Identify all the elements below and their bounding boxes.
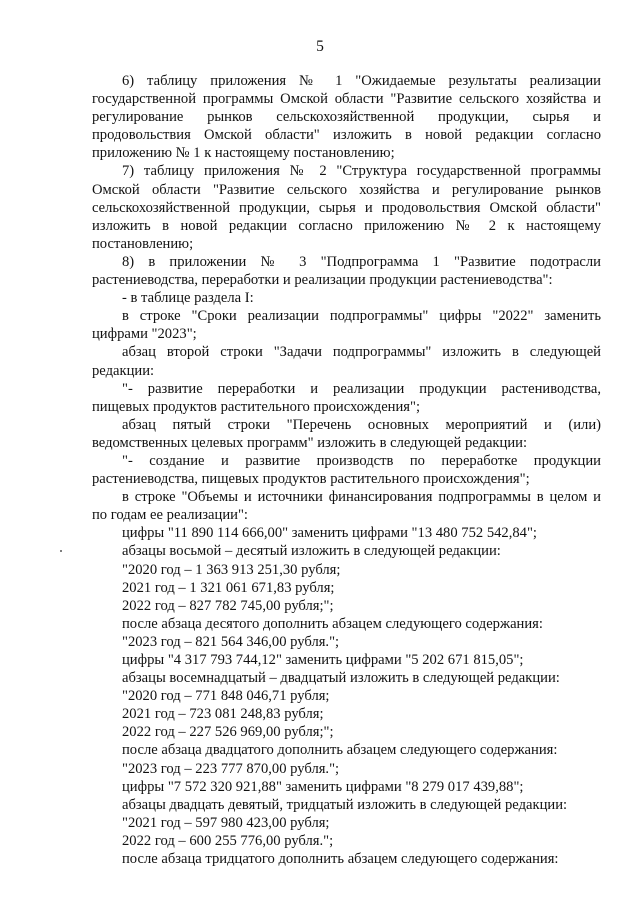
text-line: абзац пятый строки "Перечень основных мероприятий и (или) [122,416,601,433]
text-line: 7) таблицу приложения № 2 "Структура государственной программы [122,163,601,180]
text-line: "2023 год – 821 564 346,00 рубля."; [122,633,340,650]
page-number: 5 [316,38,324,55]
text-line: "2020 год – 771 848 046,71 рубля; [122,688,330,705]
text-line: цифрами "2023"; [92,326,197,343]
text-line: 2021 год – 1 321 061 671,83 рубля; [122,579,335,596]
text-line: "2021 год – 597 980 423,00 рубля; [122,814,330,831]
text-line: 2022 год – 600 255 776,00 рубля."; [122,832,334,849]
scan-speck [60,550,62,552]
text-line: приложению № 1 к настоящему постановлению; [92,145,395,162]
text-line: после абзаца двадцатого дополнить абзацем следующего содержания: [122,742,558,759]
text-line: в строке "Объемы и источники финансирования подпрограммы в целом и [122,489,601,506]
text-line: ведомственных целевых программ" изложить в следующей редакции: [92,434,528,451]
text-line: 2022 год – 227 526 969,00 рубля;"; [122,724,334,741]
text-line: государственной программы Омской области "Развитие сельского хозяйства и [92,91,601,108]
text-line: цифры "11 890 114 666,00" заменить цифрами "13 480 752 542,84"; [122,525,537,542]
text-line: "- развитие переработки и реализации продукции растениводства, [122,380,601,397]
text-line: 6) таблицу приложения № 1 "Ожидаемые результаты реализации [122,73,601,89]
text-line: постановлению; [92,235,194,252]
text-line: Омской области "Развитие сельского хозяйства и регулирование рынков [92,181,601,198]
text-line: после абзаца тридцатого дополнить абзацем следующего содержания: [122,851,559,868]
text-line: изложить в новой редакции согласно приложению № 2 к настоящему [92,217,601,234]
text-line: абзац второй строки "Задачи подпрограммы" изложить в следующей [122,344,601,361]
text-line: 2021 год – 723 081 248,83 рубля; [122,706,324,723]
text-line: сельскохозяйственной продукции, сырья и продовольствия Омской области" [92,199,601,216]
text-line: продовольствия Омской области" изложить в новой редакции согласно [92,127,601,144]
text-line: "2023 год – 223 777 870,00 рубля."; [122,760,340,777]
text-line: редакции: [92,362,155,379]
text-line: абзацы двадцать девятый, тридцатый изложить в следующей редакции: [122,796,568,813]
text-line: "- создание и развитие производств по переработке продукции [122,452,601,469]
text-line: 2022 год – 827 782 745,00 рубля;"; [122,597,334,614]
text-line: цифры "7 572 320 921,88" заменить цифрами "8 279 017 439,88"; [122,778,524,795]
text-line: абзацы восьмой – десятый изложить в следующей редакции: [122,543,501,560]
text-line: по годам ее реализации": [92,507,248,524]
text-line: 8) в приложении № 3 "Подпрограмма 1 "Развитие подотрасли [122,253,601,270]
text-line: регулирование рынков сельскохозяйственной продукции, сырья и [92,109,601,126]
text-line: растениеводства, переработки и реализации продукции растениеводства": [92,272,553,289]
text-line: растениеводства, пищевых продуктов растительного происхождения"; [92,471,530,488]
text-line: пищевых продуктов растительного происхождения"; [92,398,421,415]
text-line: "2020 год – 1 363 913 251,30 рубля; [122,561,341,578]
text-line: после абзаца десятого дополнить абзацем следующего содержания: [122,615,543,632]
text-line: абзацы восемнадцатый – двадцатый изложить в следующей редакции: [122,670,560,687]
document-body [92,72,601,868]
text-line: цифры "4 317 793 744,12" заменить цифрами "5 202 671 815,05"; [122,652,524,668]
text-line: - в таблице раздела I: [122,290,254,307]
text-line: в строке "Сроки реализации подпрограммы" цифры "2022" заменить [122,308,601,325]
